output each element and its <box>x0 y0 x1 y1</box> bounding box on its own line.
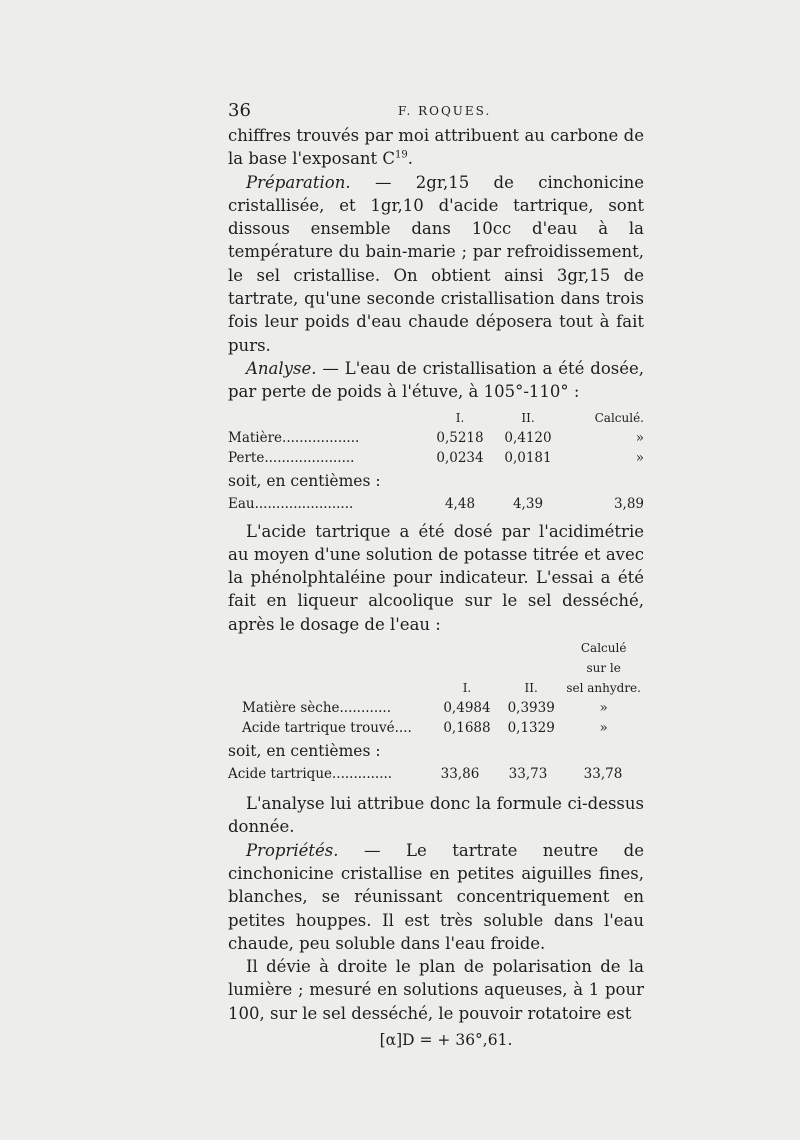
table-row: Acide tartrique trouvé.... 0,1688 0,1329 » <box>242 720 608 737</box>
table-header-row: I. II. Calculé. <box>455 410 644 425</box>
acid-percent-table <box>228 764 644 784</box>
paragraph-acide: L'acide tartrique a été dosé par l'acidimétrie au moyen d'une solution de potasse titrée et avec la phénolphtaléine pour indicateur. L'essai a été fait en liqueur alcoolique sur le sel desséché, après le dosage de l'eau : <box>228 521 644 634</box>
analyse-heading: Analyse. <box>246 358 317 378</box>
paragraph-preparation: Préparation. — 2gr,15 de cinchonicine cristallisée, et 1gr,10 d'acide tartrique, sont dissous ensemble dans 10cc d'eau à la température du bain-marie ; par refroidissement, le sel cristallise. On obtient ainsi 3gr,15 de tartrate, qu'une seconde cristallisation dans trois fois leur poids d'eau chaude déposera tout à fait purs. <box>228 172 644 355</box>
paragraph-analyse: Analyse. — L'eau de cristallisation a été dosée, par perte de poids à l'étuve, à 105°-110° : <box>228 358 644 402</box>
water-analysis-table <box>228 408 644 468</box>
paragraph-conclusion: L'analyse lui attribue donc la formule ci-dessus donnée. <box>228 794 644 837</box>
acid-analysis-table: Calculé sur le I. II. sel anhydre. Matière sèche............ 0,4984 0,3939 » Acide tartrique trouvé.... 0,1688 0,1329 » <box>228 638 644 738</box>
soit-label: soit, en centièmes : <box>228 471 381 490</box>
table-row: Matière sèche............ 0,4984 0,3939 » <box>242 700 608 717</box>
table-row: Perte..................... 0,0234 0,0181 » <box>228 449 644 466</box>
table-row: Eau....................... 4,48 4,39 3,89 <box>228 495 644 512</box>
paragraph-rotation: Il dévie à droite le plan de polarisation de la lumière ; mesuré en solutions aqueuses, à 1 pour 100, sur le sel desséché, le pouvoir rotatoire est <box>228 957 644 1023</box>
soit-label: soit, en centièmes : <box>228 742 381 761</box>
rotatory-power-formula: [α]D = + 36°,61. <box>379 1031 513 1050</box>
paragraph-proprietes: Propriétés. — Le tartrate neutre de cinchonicine cristallise en petites aiguilles fines, blanches, se réunissant concentriquement en petites houppes. Il est très soluble dans l'eau chaude, peu soluble dans l'eau froide. <box>228 840 644 953</box>
page-header <box>228 100 644 124</box>
preparation-heading: Préparation. <box>246 172 351 192</box>
table-row: Matière.................. 0,5218 0,4120 » <box>228 429 644 446</box>
table-header-row: I. II. sel anhydre. <box>462 681 641 696</box>
proprietes-heading: Propriétés. <box>246 840 339 860</box>
paragraph-intro: chiffres trouvés par moi attribuent au carbone de la base l'exposant $C^{19}$. <box>228 126 644 169</box>
water-percent-table <box>228 494 644 514</box>
page-number: 36 <box>228 100 251 121</box>
book-page <box>228 100 644 1049</box>
running-head: F. ROQUES. <box>398 104 492 118</box>
table-row: Acide tartrique.............. 33,86 33,73 33,78 <box>228 766 623 783</box>
